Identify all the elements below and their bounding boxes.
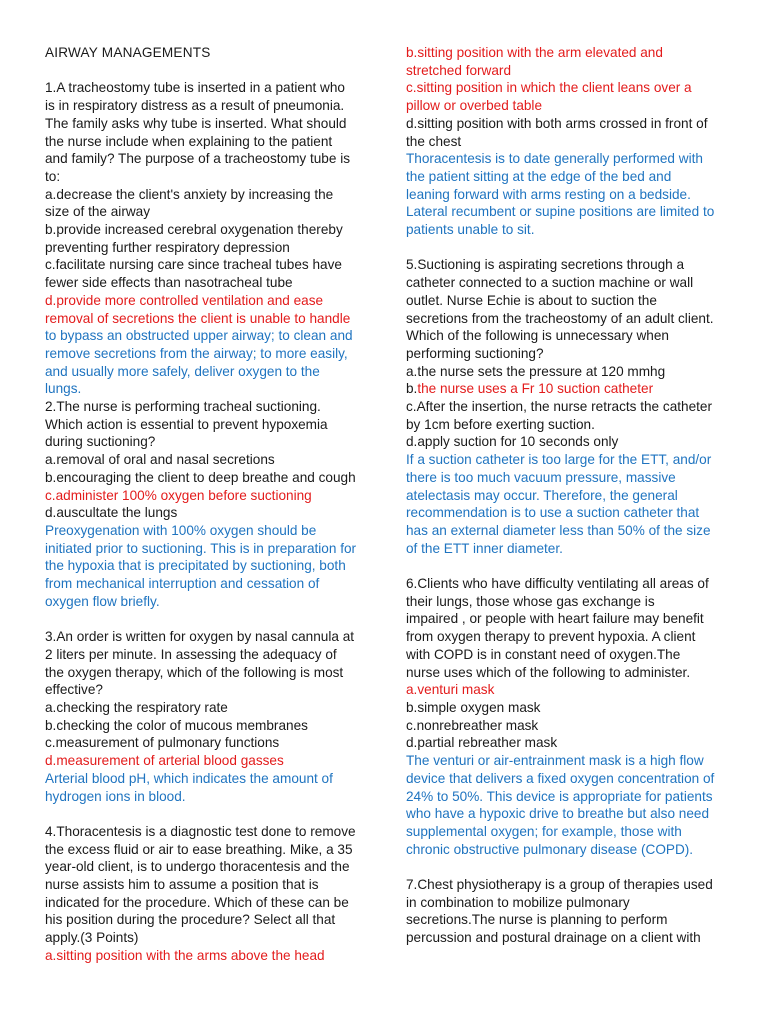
text-line: secretions.The nurse is planning to perform (406, 912, 668, 928)
text-line: d.apply suction for 10 seconds only (406, 434, 619, 450)
rationale-line: supplemental oxygen; for example, those with (406, 823, 682, 839)
text-line: and family? The purpose of a tracheostomy tube is (45, 151, 351, 167)
rationale-line: If a suction catheter is too large for the ETT, and/or (406, 452, 712, 468)
rationale-line: 24% to 50%. This device is appropriate for patients (406, 788, 713, 804)
answer-line: a.sitting position with the arms above the head (45, 947, 325, 963)
paragraph-gap (45, 805, 367, 823)
text-line: size of the airway (45, 204, 151, 220)
text-line: to: (45, 168, 61, 184)
rationale-line: initiated prior to suctioning. This is in preparation for (45, 540, 357, 556)
text-line: a.the nurse sets the pressure at 120 mmhg (406, 363, 666, 379)
rationale-line: there is too much vacuum pressure, massive (406, 469, 676, 485)
answer-line: stretched forward (406, 62, 512, 78)
rationale-line: Thoracentesis is to date generally performed with (406, 151, 703, 167)
answer-line: d.provide more controlled ventilation and ease (45, 292, 324, 308)
text-line: d.auscultate the lungs (45, 505, 178, 521)
left-column (45, 44, 367, 965)
rationale-line: oxygen flow briefly. (45, 593, 160, 609)
text-line: a.checking the respiratory rate (45, 699, 228, 715)
text-line: c.nonrebreather mask (406, 717, 539, 733)
answer-line: a.venturi mask (406, 682, 495, 698)
text-line: performing suctioning? (406, 345, 544, 361)
text-line: The family asks why tube is inserted. What should (45, 115, 347, 131)
rationale-line: who have a hypoxic drive to breathe but also need (406, 806, 710, 822)
text-line: b.checking the color of mucous membranes (45, 717, 308, 733)
paragraph-gap (45, 62, 367, 80)
text-line: 6.Clients who have difficulty ventilating all areas of (406, 576, 709, 592)
text-line: the nurse include when explaining to the patient (45, 133, 333, 149)
rationale-line: of the ETT inner diameter. (406, 540, 563, 556)
paragraph-gap (406, 858, 726, 876)
answer-text: the nurse uses a Fr 10 suction catheter (417, 381, 654, 397)
text-line: impaired , or people with heart failure may benefit (406, 611, 704, 627)
text-line: catheter connected to a suction machine or wall (406, 275, 694, 291)
text-line: effective? (45, 682, 103, 698)
option-prefix: b. (406, 381, 418, 397)
text-line: secretions from the tracheostomy of an adult client. (406, 310, 714, 326)
text-line: his position during the procedure? Select all that (45, 912, 336, 928)
rationale-line: to bypass an obstructed upper airway; to clean and (45, 328, 353, 344)
rationale-line: has an external diameter less than 50% of the size (406, 522, 711, 538)
text-line: 7.Chest physiotherapy is a group of therapies used (406, 877, 713, 892)
rationale-line: hydrogen ions in blood. (45, 788, 186, 804)
rationale-line: and usually more safely, deliver oxygen to the (45, 363, 320, 379)
answer-line: c.sitting position in which the client leans over a (406, 80, 692, 96)
rationale-line: the patient sitting at the edge of the bed and (406, 168, 672, 184)
text-line: 3.An order is written for oxygen by nasal cannula at (45, 629, 355, 645)
answer-line: removal of secretions the client is unable to handle (45, 310, 351, 326)
text-line: preventing further respiratory depression (45, 239, 290, 255)
answer-line: d.measurement of arterial blood gasses (45, 753, 284, 769)
paragraph-gap (406, 239, 726, 257)
text-line: 5.Suctioning is aspirating secretions through a (406, 257, 685, 273)
rationale-line: remove secretions from the airway; to more easily, (45, 345, 348, 361)
text-line: a.decrease the client's anxiety by increasing the (45, 186, 334, 202)
text-line: the chest (406, 133, 462, 149)
text-line: outlet. Nurse Echie is about to suction the (406, 292, 657, 308)
rationale-line: device that delivers a fixed oxygen concentration of (406, 770, 715, 786)
text-line: 2 liters per minute. In assessing the adequacy of (45, 646, 337, 662)
text-line: is in respiratory distress as a result of pneumonia. (45, 98, 345, 114)
text-line: indicated for the procedure. Which of these can be (45, 894, 349, 910)
text-line: from oxygen therapy to prevent hypoxia. A client (406, 629, 696, 645)
rationale-line: patients unable to sit. (406, 222, 535, 238)
page-title: AIRWAY MANAGEMENTS (45, 45, 211, 60)
rationale-line: lungs. (45, 381, 82, 397)
text-line: year-old client, is to undergo thoracentesis and the (45, 859, 350, 875)
rationale-line: recommendation is to use a suction catheter that (406, 505, 700, 521)
rationale-line: from mechanical interruption and cessation of (45, 576, 320, 592)
rationale-line: The venturi or air-entrainment mask is a high flow (406, 753, 704, 769)
text-line (406, 380, 726, 398)
rationale-line: Lateral recumbent or supine positions are limited to (406, 204, 715, 220)
text-line: c.facilitate nursing care since tracheal tubes have (45, 257, 342, 273)
text-line: c.measurement of pulmonary functions (45, 735, 280, 751)
rationale-line: the hypoxia that is precipitated by suctioning, both (45, 558, 346, 574)
text-line: in combination to mobilize pulmonary (406, 894, 630, 910)
text-line: Which action is essential to prevent hypoxemia (45, 416, 328, 432)
text-line: apply.(3 Points) (45, 930, 139, 946)
text-line: a.removal of oral and nasal secretions (45, 452, 275, 468)
text-line: b.simple oxygen mask (406, 699, 541, 715)
text-line: fewer side effects than nasotracheal tube (45, 275, 293, 291)
answer-line: b.sitting position with the arm elevated and (406, 45, 663, 60)
text-line: by 1cm before exerting suction. (406, 416, 595, 432)
rationale-line: leaning forward with arms resting on a bedside. (406, 186, 691, 202)
text-line: nurse uses which of the following to administer. (406, 664, 691, 680)
rationale-line: Preoxygenation with 100% oxygen should be (45, 522, 317, 538)
text-line: percussion and postural drainage on a client with (406, 930, 701, 946)
text-line: b.provide increased cerebral oxygenation thereby (45, 222, 343, 238)
text-line: d.sitting position with both arms crossed in front of (406, 115, 708, 131)
text-line: 1.A tracheostomy tube is inserted in a patient who (45, 80, 345, 96)
paragraph-gap (406, 557, 726, 575)
text-line: with COPD is in constant need of oxygen.The (406, 646, 681, 662)
text-line: 2.The nurse is performing tracheal suctioning. (45, 399, 321, 415)
text-line: nurse assists him to assume a position that is (45, 877, 319, 892)
answer-line: pillow or overbed table (406, 98, 543, 114)
text-line: c.After the insertion, the nurse retracts the catheter (406, 399, 713, 415)
text-line: d.partial rebreather mask (406, 735, 558, 751)
rationale-line: chronic obstructive pulmonary disease (COPD). (406, 841, 694, 857)
rationale-line: atelectasis may occur. Therefore, the general (406, 487, 678, 503)
text-line: during suctioning? (45, 434, 156, 450)
text-line: b.encouraging the client to deep breathe and cough (45, 469, 356, 485)
rationale-line: Arterial blood pH, which indicates the amount of (45, 770, 333, 786)
right-column (406, 44, 726, 947)
answer-line: c.administer 100% oxygen before suctioning (45, 487, 312, 503)
text-line: 4.Thoracentesis is a diagnostic test done to remove (45, 823, 356, 839)
text-line: the excess fluid or air to ease breathing. Mike, a 35 (45, 841, 353, 857)
text-line: the oxygen therapy, which of the following is most (45, 664, 344, 680)
text-line: their lungs, those whose gas exchange is (406, 593, 655, 609)
text-line: Which of the following is unnecessary when (406, 328, 669, 344)
paragraph-gap (45, 610, 367, 628)
